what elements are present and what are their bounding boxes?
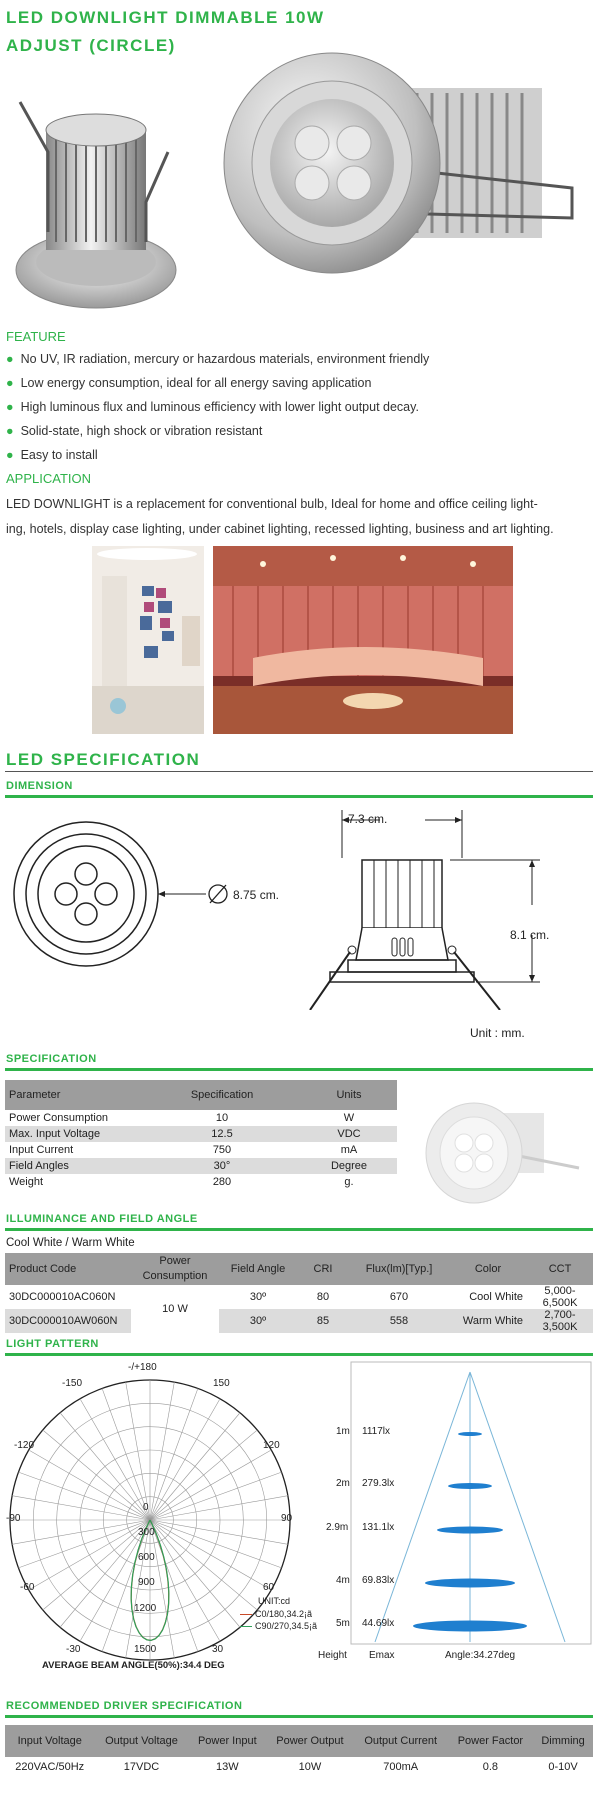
- table-row: Power Consumption 10 W: [9, 1112, 355, 1124]
- section-rule: [5, 1068, 593, 1071]
- height-label: 8.1 cm.: [510, 928, 550, 942]
- cone-spot: [425, 1579, 515, 1588]
- application-photo-store: [92, 546, 204, 734]
- cone-emax: 69.83lx: [362, 1575, 395, 1586]
- dimension-heading: DIMENSION: [6, 780, 73, 792]
- angle-label: 60: [263, 1582, 275, 1593]
- table-header-row: Product Code Power Consumption Field Angle CRI Flux(lm)[Typ.] Color CCT: [5, 1253, 593, 1285]
- angle-label: 120: [263, 1440, 280, 1451]
- section-rule: [5, 1353, 593, 1356]
- driver-table: [5, 1725, 593, 1777]
- table-row: 30DC000010AW060N 30º 85 558 Warm White 2,700-3,500K: [5, 1309, 593, 1333]
- angle-label: -60: [20, 1582, 35, 1593]
- product-title-line1: LED DOWNLIGHT DIMMABLE 10W: [6, 8, 325, 27]
- angle-label: 90: [281, 1513, 293, 1524]
- radius-label: 300: [138, 1527, 155, 1538]
- feature-item: ● Low energy consumption, ideal for all energy saving application: [6, 376, 372, 390]
- cone-emax: 131.1lx: [362, 1522, 395, 1533]
- cone-plot: [345, 1360, 595, 1650]
- application-photo-lounge: [213, 546, 513, 734]
- product-title-line2: ADJUST (CIRCLE): [6, 36, 176, 55]
- bullet-icon: ●: [6, 400, 14, 414]
- table-row: Field Angles 30° Degree: [5, 1158, 397, 1174]
- width-label: 7.3 cm.: [348, 812, 388, 826]
- radius-label: 600: [138, 1552, 155, 1563]
- radius-label: 900: [138, 1577, 155, 1588]
- angle-label: -30: [66, 1644, 81, 1655]
- cone-spot: [448, 1483, 492, 1489]
- table-row: 30DC000010AC060N 10 W 30º 80 670 Cool White 5,000-6,500K: [5, 1285, 593, 1309]
- section-rule: [5, 795, 593, 798]
- legend-c90: C90/270,34.5¡ã: [240, 1621, 317, 1631]
- angle-label: 150: [213, 1378, 230, 1389]
- cone-height: 5m: [336, 1618, 350, 1629]
- cone-spot: [458, 1432, 482, 1436]
- unit-label: UNIT:cd: [258, 1596, 291, 1606]
- center-label: 0: [143, 1502, 149, 1513]
- angle-label: -150: [62, 1378, 83, 1389]
- led-spec-title: LED SPECIFICATION: [6, 750, 201, 769]
- illuminance-heading: ILLUMINANCE AND FIELD ANGLE: [6, 1213, 198, 1225]
- table-row: Weight 280 g.: [9, 1176, 354, 1188]
- dimension-drawing-side: [280, 810, 540, 1010]
- product-photo-side: [8, 92, 183, 322]
- cone-height: 2.9m: [326, 1522, 349, 1533]
- diameter-label: 8.75 cm.: [233, 888, 280, 902]
- cone-height: 4m: [336, 1575, 350, 1586]
- cone-spot: [413, 1621, 527, 1632]
- radius-label: 1500: [134, 1644, 157, 1655]
- application-text: LED DOWNLIGHT is a replacement for conventional bulb, Ideal for home and office ceiling light- ing, hotels, display case lighting, under cabinet lighting, recessed lighting, business and art lighting.: [6, 497, 554, 536]
- illuminance-cone-diagram: [318, 1360, 595, 1665]
- bullet-icon: ●: [6, 352, 14, 366]
- bullet-icon: ●: [6, 424, 14, 438]
- table-row: 220VAC/50Hz 17VDC 13W 10W 700mA 0.8 0-10V: [15, 1761, 578, 1773]
- table-header-row: Parameter Specification Units: [5, 1080, 397, 1110]
- specification-table: [5, 1080, 397, 1190]
- radius-label: 1200: [134, 1603, 157, 1614]
- specification-heading: SPECIFICATION: [6, 1053, 97, 1065]
- light-pattern-heading: LIGHT PATTERN: [6, 1338, 99, 1350]
- beam-angle-caption: AVERAGE BEAM ANGLE(50%):34.4 DEG: [42, 1660, 225, 1671]
- unit-label: Unit : mm.: [470, 1026, 525, 1040]
- feature-item: ● High luminous flux and luminous efficiency with lower light output decay.: [6, 400, 419, 414]
- bullet-icon: ●: [6, 376, 14, 390]
- angle-label: -/+180: [128, 1362, 157, 1373]
- application-heading: APPLICATION: [6, 471, 92, 486]
- cone-footer-height: Height: [318, 1650, 347, 1661]
- feature-item: ● No UV, IR radiation, mercury or hazardous materials, environment friendly: [6, 352, 430, 366]
- table-row: Input Current 750 mA: [9, 1144, 358, 1156]
- cone-emax: 279.3lx: [362, 1478, 395, 1489]
- section-rule: [5, 1228, 593, 1231]
- cone-height: 2m: [336, 1478, 350, 1489]
- divider: [5, 771, 593, 772]
- driver-heading: RECOMMENDED DRIVER SPECIFICATION: [6, 1700, 243, 1712]
- angle-label: -90: [6, 1513, 21, 1524]
- cone-footer-angle: Angle:34.27deg: [445, 1650, 516, 1661]
- cone-emax: 1117lx: [362, 1426, 390, 1437]
- polar-diagram: [0, 1360, 330, 1680]
- product-photo-front: [222, 48, 592, 308]
- cone-emax: 44.69lx: [362, 1618, 395, 1629]
- angle-label: -120: [14, 1440, 35, 1451]
- table-row: Max. Input Voltage 12.5 VDC: [5, 1126, 397, 1142]
- cone-spot: [437, 1527, 503, 1534]
- illuminance-table: [5, 1253, 593, 1333]
- illuminance-subtitle: Cool White / Warm White: [6, 1237, 135, 1249]
- cone-height: 1m: [336, 1426, 350, 1437]
- feature-item: ● Easy to install: [6, 448, 98, 462]
- cone-footer-emax: Emax: [369, 1650, 395, 1661]
- product-photo-small: [424, 1098, 584, 1208]
- table-header-row: Input Voltage Output Voltage Power Input Power Output Output Current Power Factor Dimming: [5, 1725, 593, 1757]
- angle-label: 30: [212, 1644, 224, 1655]
- bullet-icon: ●: [6, 448, 14, 462]
- legend-c0: C0/180,34.2¡ã: [240, 1609, 312, 1619]
- feature-item: ● Solid-state, high shock or vibration resistant: [6, 424, 263, 438]
- feature-heading: FEATURE: [6, 329, 66, 344]
- section-rule: [5, 1715, 593, 1718]
